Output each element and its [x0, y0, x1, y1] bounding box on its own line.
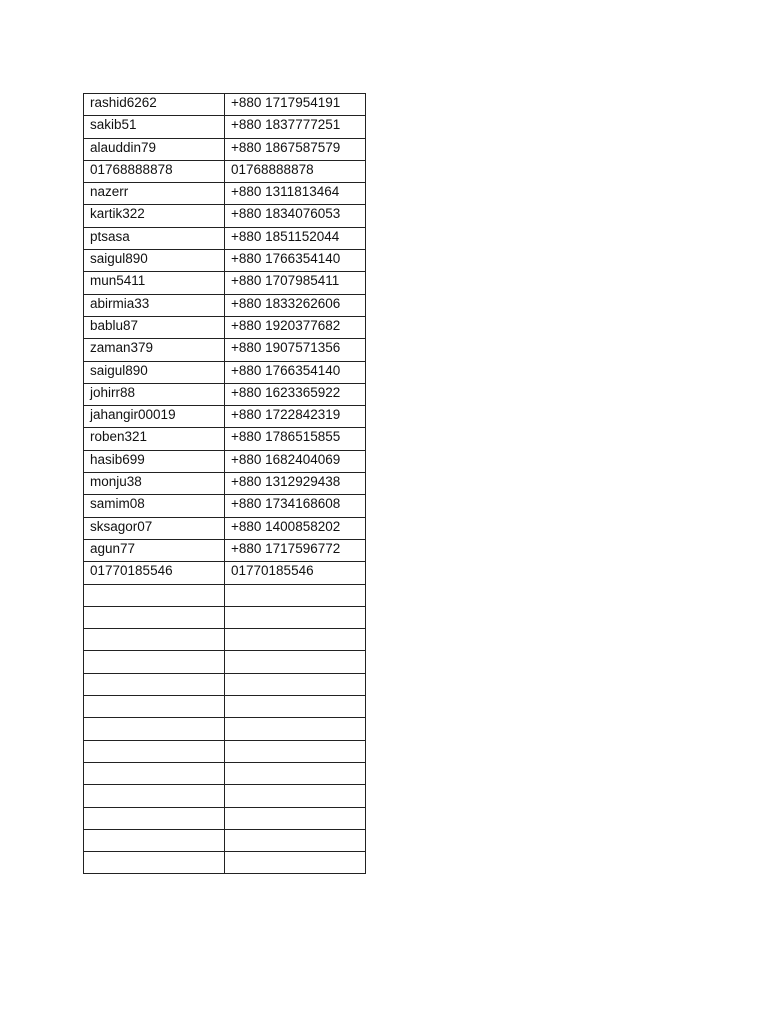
username-cell[interactable]: 01770185546: [84, 562, 225, 584]
phone-cell[interactable]: [225, 584, 366, 606]
phone-cell[interactable]: [225, 807, 366, 829]
phone-cell[interactable]: +880 1834076053: [225, 205, 366, 227]
username-cell[interactable]: [84, 762, 225, 784]
table-row: [84, 696, 366, 718]
username-cell[interactable]: monju38: [84, 473, 225, 495]
table-row: [84, 339, 366, 361]
phone-cell[interactable]: [225, 829, 366, 851]
username-cell[interactable]: [84, 785, 225, 807]
username-cell[interactable]: [84, 629, 225, 651]
table-row: [84, 740, 366, 762]
phone-cell[interactable]: +880 1717954191: [225, 94, 366, 116]
table-row: [84, 138, 366, 160]
table-row: [84, 651, 366, 673]
username-cell[interactable]: abirmia33: [84, 294, 225, 316]
username-cell[interactable]: 01768888878: [84, 160, 225, 182]
table-row: [84, 116, 366, 138]
phone-cell[interactable]: [225, 762, 366, 784]
phone-cell[interactable]: [225, 696, 366, 718]
phone-cell[interactable]: [225, 852, 366, 874]
username-cell[interactable]: samim08: [84, 495, 225, 517]
table-row: [84, 762, 366, 784]
phone-cell[interactable]: +880 1682404069: [225, 450, 366, 472]
table-row: [84, 316, 366, 338]
contact-table: [83, 93, 366, 874]
username-cell[interactable]: saigul890: [84, 361, 225, 383]
table-row: [84, 785, 366, 807]
username-cell[interactable]: jahangir00019: [84, 406, 225, 428]
phone-cell[interactable]: [225, 606, 366, 628]
phone-cell[interactable]: +880 1722842319: [225, 406, 366, 428]
username-cell[interactable]: mun5411: [84, 272, 225, 294]
table-row: [84, 428, 366, 450]
phone-cell[interactable]: +880 1786515855: [225, 428, 366, 450]
phone-cell[interactable]: +880 1766354140: [225, 361, 366, 383]
username-cell[interactable]: [84, 718, 225, 740]
username-cell[interactable]: alauddin79: [84, 138, 225, 160]
phone-cell[interactable]: +880 1837777251: [225, 116, 366, 138]
contact-table-body: [84, 94, 366, 874]
table-row: [84, 629, 366, 651]
username-cell[interactable]: agun77: [84, 539, 225, 561]
table-row: [84, 272, 366, 294]
phone-cell[interactable]: +880 1311813464: [225, 183, 366, 205]
table-row: [84, 495, 366, 517]
phone-cell[interactable]: +880 1707985411: [225, 272, 366, 294]
username-cell[interactable]: kartik322: [84, 205, 225, 227]
phone-cell[interactable]: +880 1717596772: [225, 539, 366, 561]
username-cell[interactable]: [84, 696, 225, 718]
phone-cell[interactable]: 01770185546: [225, 562, 366, 584]
table-row: [84, 383, 366, 405]
phone-cell[interactable]: +880 1907571356: [225, 339, 366, 361]
table-row: [84, 160, 366, 182]
table-row: [84, 562, 366, 584]
username-cell[interactable]: hasib699: [84, 450, 225, 472]
table-row: [84, 450, 366, 472]
phone-cell[interactable]: [225, 629, 366, 651]
username-cell[interactable]: [84, 584, 225, 606]
table-row: [84, 718, 366, 740]
phone-cell[interactable]: [225, 651, 366, 673]
table-row: [84, 584, 366, 606]
table-row: [84, 205, 366, 227]
table-row: [84, 473, 366, 495]
username-cell[interactable]: roben321: [84, 428, 225, 450]
table-row: [84, 517, 366, 539]
phone-cell[interactable]: +880 1766354140: [225, 250, 366, 272]
username-cell[interactable]: ptsasa: [84, 227, 225, 249]
table-row: [84, 361, 366, 383]
phone-cell[interactable]: [225, 740, 366, 762]
username-cell[interactable]: nazerr: [84, 183, 225, 205]
table-row: [84, 294, 366, 316]
phone-cell[interactable]: [225, 785, 366, 807]
username-cell[interactable]: saigul890: [84, 250, 225, 272]
phone-cell[interactable]: +880 1400858202: [225, 517, 366, 539]
username-cell[interactable]: bablu87: [84, 316, 225, 338]
username-cell[interactable]: [84, 829, 225, 851]
table-row: [84, 406, 366, 428]
username-cell[interactable]: [84, 673, 225, 695]
table-row: [84, 183, 366, 205]
phone-cell[interactable]: [225, 673, 366, 695]
username-cell[interactable]: sakib51: [84, 116, 225, 138]
username-cell[interactable]: sksagor07: [84, 517, 225, 539]
phone-cell[interactable]: 01768888878: [225, 160, 366, 182]
username-cell[interactable]: [84, 740, 225, 762]
phone-cell[interactable]: [225, 718, 366, 740]
phone-cell[interactable]: +880 1833262606: [225, 294, 366, 316]
phone-cell[interactable]: +880 1734168608: [225, 495, 366, 517]
phone-cell[interactable]: +880 1623365922: [225, 383, 366, 405]
username-cell[interactable]: zaman379: [84, 339, 225, 361]
username-cell[interactable]: rashid6262: [84, 94, 225, 116]
table-row: [84, 227, 366, 249]
table-row: [84, 829, 366, 851]
username-cell[interactable]: [84, 807, 225, 829]
phone-cell[interactable]: +880 1920377682: [225, 316, 366, 338]
table-row: [84, 673, 366, 695]
phone-cell[interactable]: +880 1312929438: [225, 473, 366, 495]
table-row: [84, 250, 366, 272]
table-row: [84, 606, 366, 628]
username-cell[interactable]: johirr88: [84, 383, 225, 405]
phone-cell[interactable]: +880 1851152044: [225, 227, 366, 249]
table-row: [84, 539, 366, 561]
table-row: [84, 807, 366, 829]
username-cell[interactable]: [84, 852, 225, 874]
phone-cell[interactable]: +880 1867587579: [225, 138, 366, 160]
table-row: [84, 852, 366, 874]
username-cell[interactable]: [84, 651, 225, 673]
table-row: [84, 94, 366, 116]
username-cell[interactable]: [84, 606, 225, 628]
